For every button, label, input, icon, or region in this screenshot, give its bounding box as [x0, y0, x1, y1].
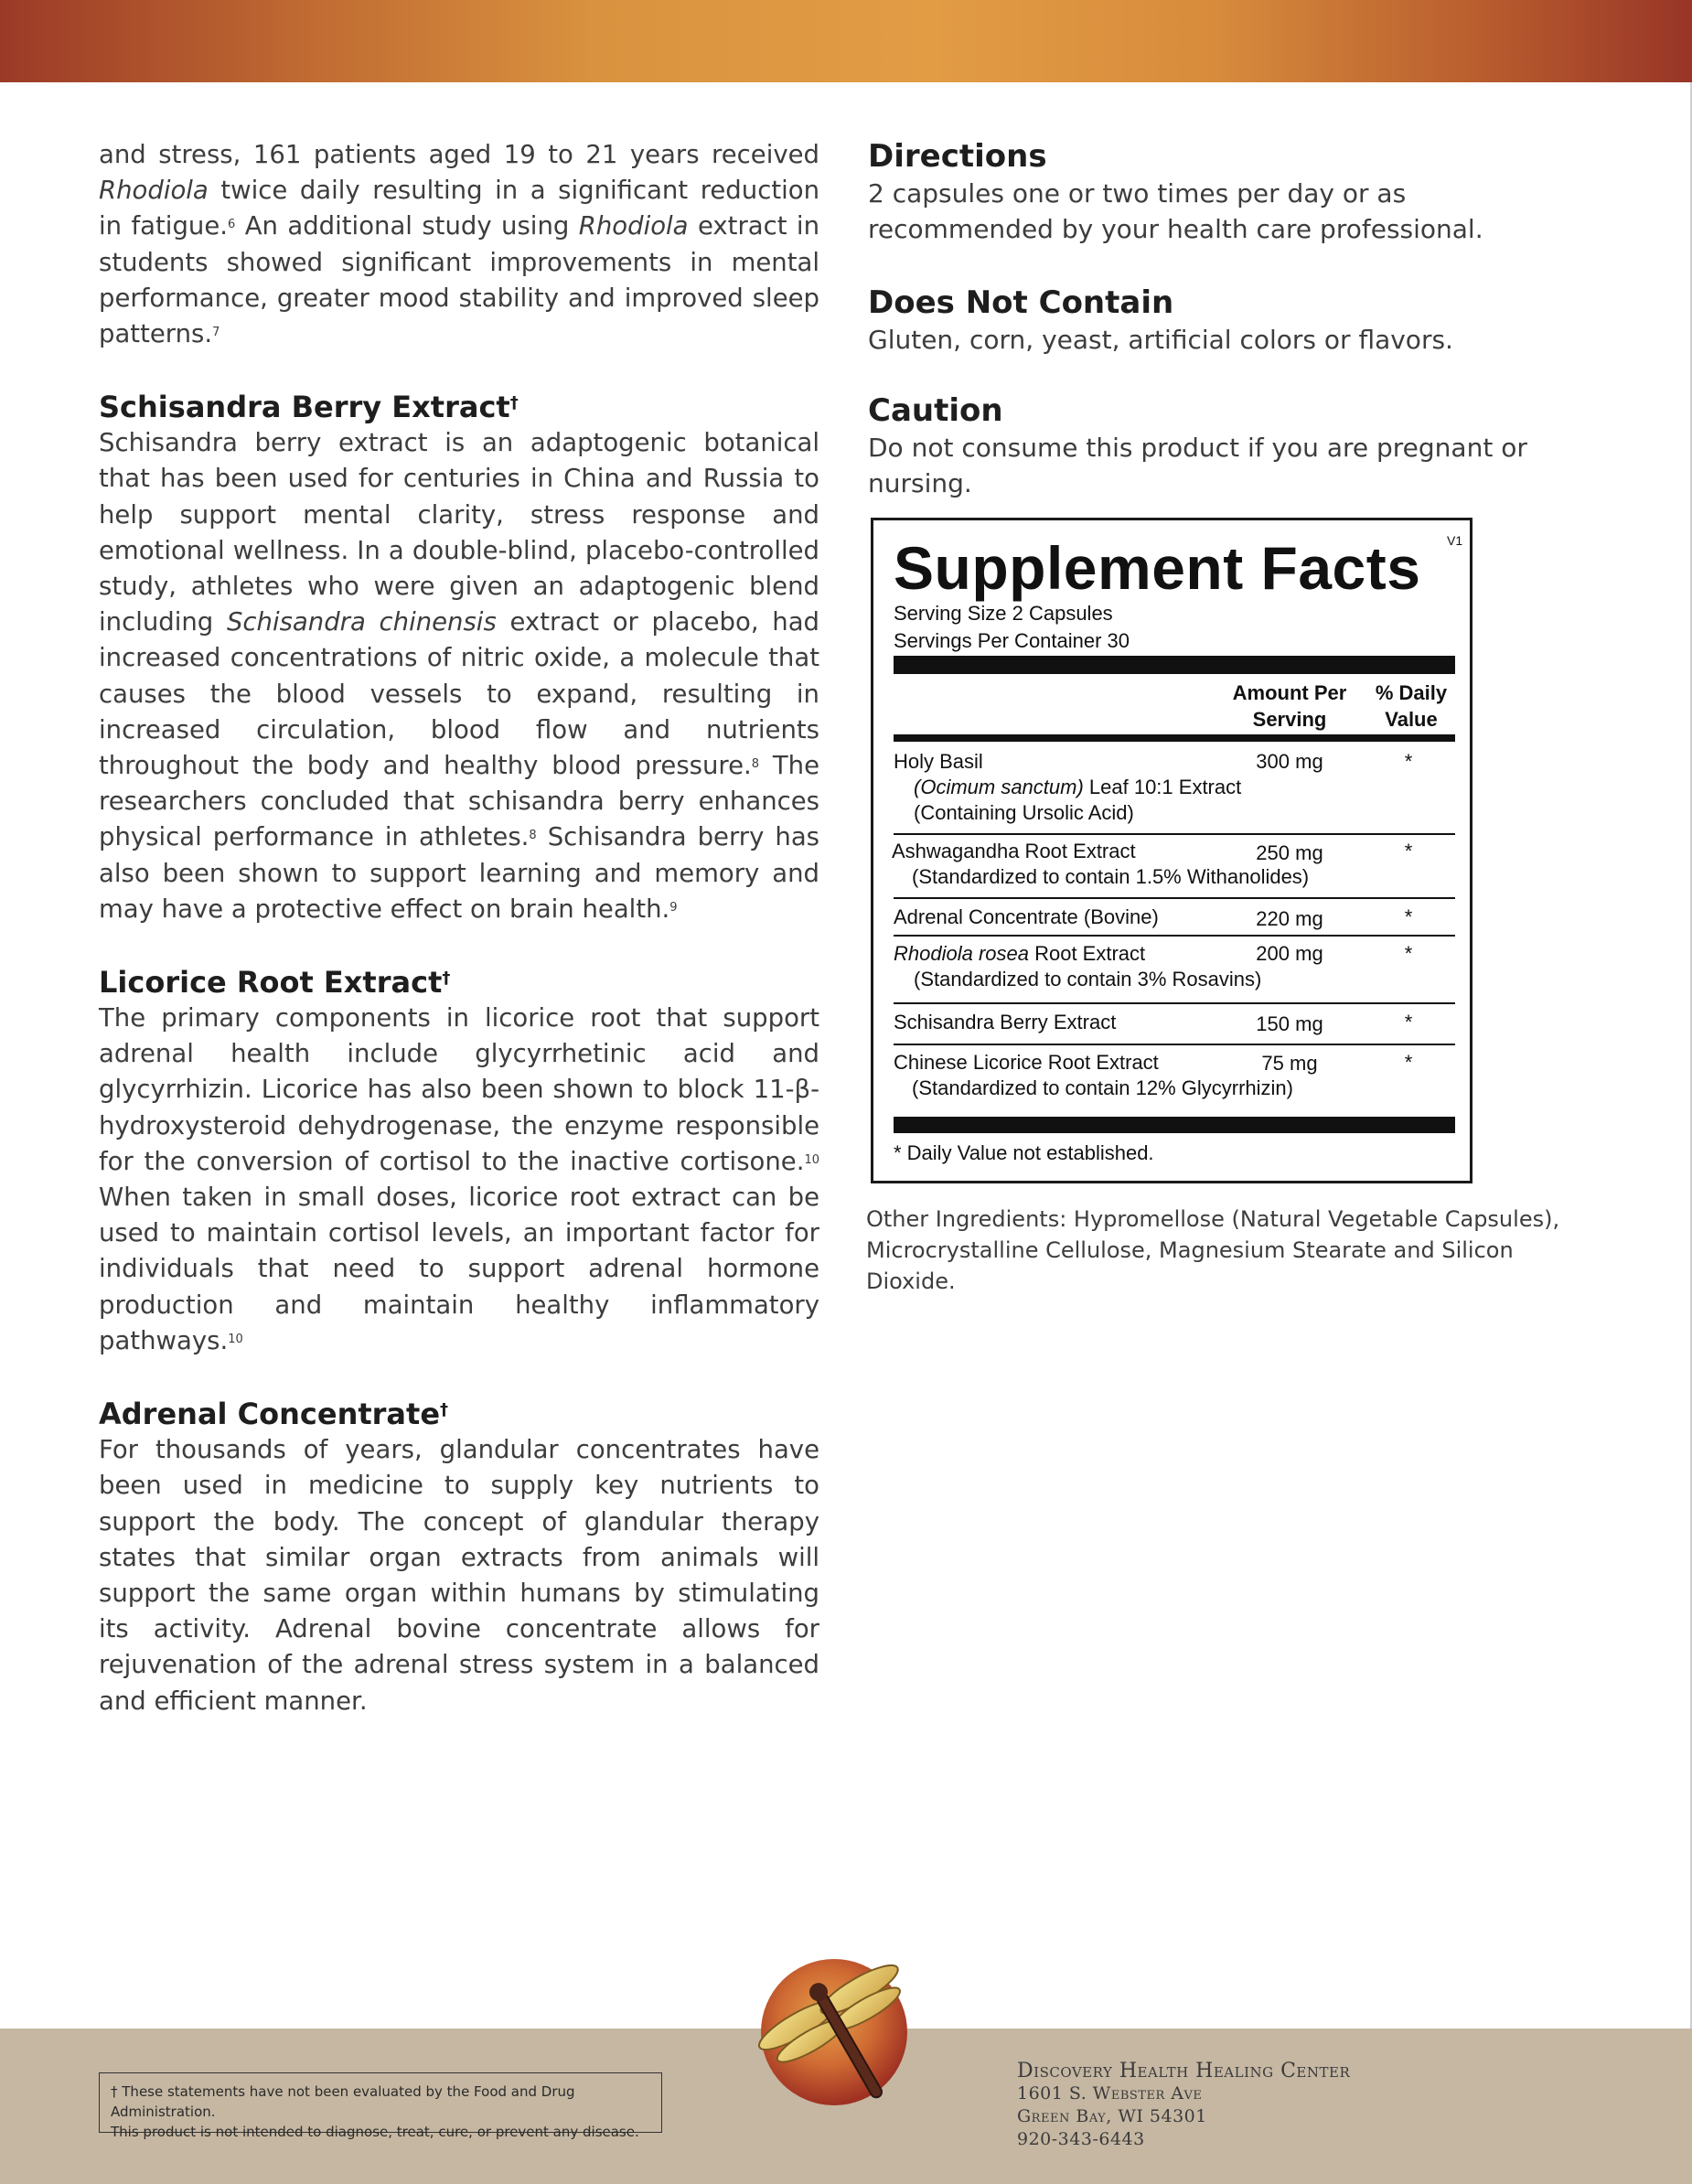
facts-version: V1: [1447, 533, 1463, 548]
company-address: [1017, 2060, 1350, 2151]
dragonfly-logo-icon: [750, 1937, 929, 2120]
caution-text: Do not consume this product if you are pregnant or nursing.: [868, 433, 1527, 498]
serving-size: Serving Size 2 Capsules: [894, 602, 1113, 625]
schisandra-heading: Schisandra Berry Extract†: [99, 390, 519, 425]
facts-row-divider: [894, 1044, 1455, 1045]
does-not-contain-text: Gluten, corn, yeast, artificial colors or flavors.: [868, 325, 1453, 355]
facts-title: Supplement Facts: [894, 534, 1421, 602]
caution-heading: Caution: [868, 392, 1003, 429]
other-ingredients: Other Ingredients: Hypromellose (Natural Vegetable Capsules), Microcrystalline Cellulose, Magnesium Stearate and Silicon Dioxide.: [866, 1206, 1560, 1294]
licorice-paragraph: The primary components in licorice root that support adrenal health include glycyrrhetinic acid and glycyrrhizin. Licorice has also been shown to block 11-β-hydroxysteroid dehydrogenase, the enzyme responsible for the conversion of cortisol to the inactive cortisone.$^{10}$ When taken in small doses, licorice root extract can be used to maintain cortisol levels, an important factor for individuals that need to support adrenal hormone production and maintain healthy inflammatory pathways.$^{10}$: [99, 1003, 819, 1355]
left-column: [99, 137, 819, 1719]
licorice-heading: Licorice Root Extract†: [99, 965, 451, 1001]
supplement-facts-panel: Supplement Facts V1 Serving Size 2 Capsules Servings Per Container 30 Amount Per Serving % Daily Value Holy Basil (Ocimum sanctum) Leaf 10:1 Extract (Containing Ursolic Acid) 300 mg * Ashwagandha Root Extract (Standardized to contain 1.5% Withanolides) 250 mg * Adrenal Concentrate (Bovine) 220 mg * Rhodiola rosea Root Extract (Standardized to contain 3% Rosavins) 200 mg * Schisandra Berry Extract 150 mg * Chinese Licorice Root Extract (Standardized to contain 12% Glycyrrhizin) 75 mg * * Daily Value not established.: [871, 518, 1472, 1183]
adrenal-paragraph: For thousands of years, glandular concentrates have been used in medicine to supply key nutrients to support the body. The concept of glandular therapy states that similar organ extracts from animals will support the same organ within humans by stimulating its activity. Adrenal bovine concentrate allows for rejuvenation of the adrenal stress system in a balanced and efficient manner.: [99, 1435, 819, 1716]
fda-disclaimer: † These statements have not been evaluated by the Food and Drug Administration. This product is not intended to diagnose, treat, cure, or prevent any disease.: [99, 2072, 662, 2133]
facts-row-divider: [894, 935, 1455, 937]
facts-bottom-bar: [894, 1117, 1455, 1133]
right-column: [868, 137, 1600, 501]
amount-per-serving-header: Amount Per Serving: [1232, 681, 1347, 731]
directions-heading: Directions: [868, 138, 1047, 175]
adrenal-heading: Adrenal Concentrate†: [99, 1397, 449, 1432]
facts-row-divider: [894, 897, 1455, 899]
facts-row-divider: [894, 1002, 1455, 1004]
facts-row-divider: [894, 833, 1455, 835]
facts-footnote: * Daily Value not established.: [894, 1141, 1154, 1164]
directions-text: 2 capsules one or two times per day or as recommended by your health care professional.: [868, 178, 1483, 244]
daily-value-header: % Daily Value: [1375, 681, 1448, 731]
does-not-contain-heading: Does Not Contain: [868, 284, 1174, 321]
intro-paragraph: and stress, 161 patients aged 19 to 21 years received Rhodiola twice daily resulting in a significant reduction in fatigue.$^6$ An additional study using Rhodiola extract in students showed significant improvements in mental performance, greater mood stability and improved sleep patterns.$^7$: [99, 140, 819, 349]
phone-number: 920-343-6443: [1017, 2129, 1145, 2149]
facts-thick-bar: [894, 656, 1455, 674]
company-name: Discovery Health Healing Center: [1017, 2060, 1351, 2082]
facts-medium-bar: [894, 734, 1455, 742]
schisandra-paragraph: Schisandra berry extract is an adaptogenic botanical that has been used for centuries in China and Russia to help support mental clarity, stress response and emotional wellness. In a double-blind, placebo-controlled study, athletes who were given an adaptogenic blend including Schisandra chinensis extract or placebo, had increased concentrations of nitric oxide, a molecule that causes the blood vessels to expand, resulting in increased circulation, blood flow and nutrients throughout the body and healthy blood pressure.$^8$ The researchers concluded that schisandra berry enhances physical performance in athletes.$^8$ Schisandra berry has also been shown to support learning and memory and may have a protective effect on brain health.$^9$: [99, 428, 819, 924]
servings-per-container: Servings Per Container 30: [894, 629, 1130, 652]
header-gradient-band: [0, 0, 1692, 82]
city-address: Green Bay, WI 54301: [1017, 2106, 1207, 2126]
street-address: 1601 S. Webster Ave: [1017, 2083, 1203, 2104]
